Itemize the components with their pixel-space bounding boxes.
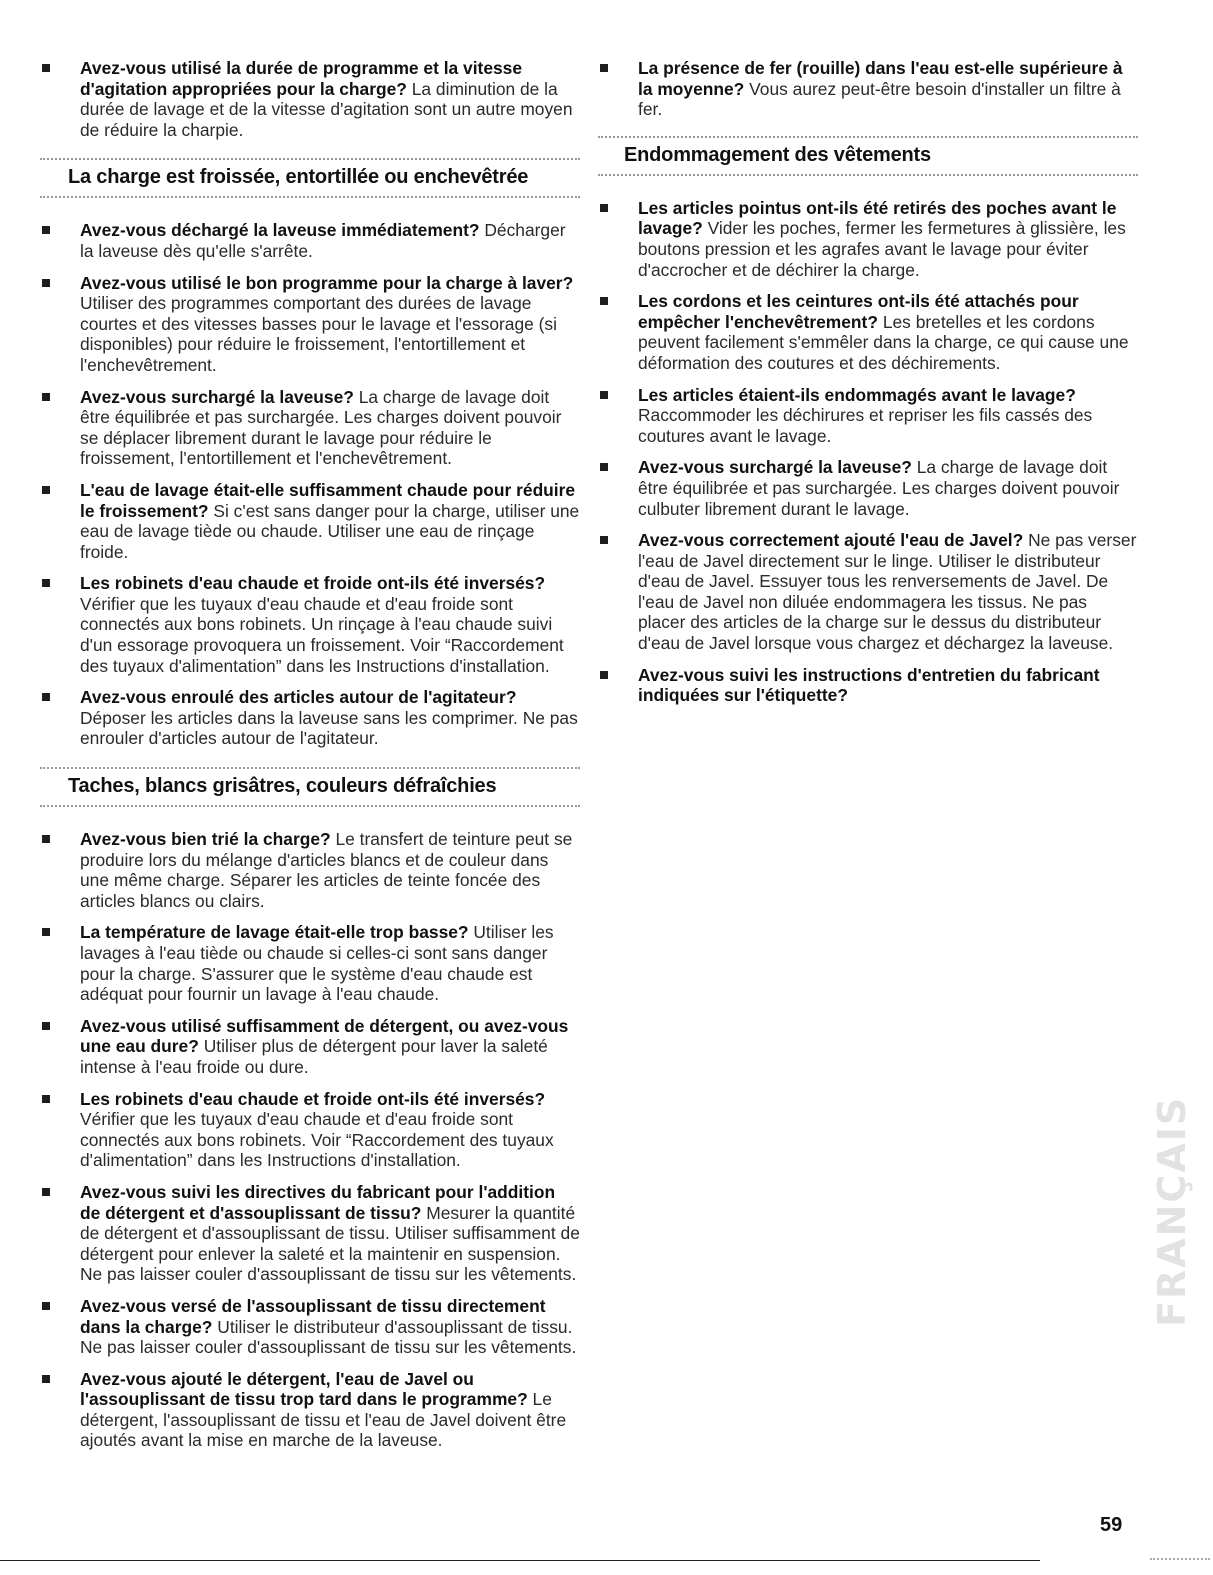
- item-answer: La charge de lavage doit être équilibrée et pas surchargée. Les charges doivent pouvoir culbuter librement durant le lavage.: [638, 457, 1120, 519]
- item-question: Avez-vous utilisé le bon programme pour la charge à laver?: [80, 272, 574, 293]
- item-question: Avez-vous suivi les instructions d'entretien du fabricant indiquées sur l'étiquette?: [638, 664, 1100, 706]
- item-answer: Si c'est sans danger pour la charge, utiliser une eau de lavage tiède ou chaude. Utiliser une eau de rinçage froide.: [80, 500, 580, 562]
- item-question: Les cordons et les ceintures ont-ils été attachés pour empêcher l'enchevêtrement?: [638, 291, 1079, 332]
- list-item: [598, 665, 1138, 706]
- footer-dots: [1150, 1558, 1210, 1560]
- bullet-icon: [42, 693, 50, 701]
- item-question: Avez-vous enroulé des articles autour de l'agitateur?: [80, 687, 517, 708]
- list-item: [40, 1369, 580, 1451]
- item-question: Les robinets d'eau chaude et froide ont-ils été inversés?: [80, 1088, 546, 1109]
- item-answer: La diminution de la durée de lavage et de la vitesse d'agitation sont un autre moyen de réduire la charpie.: [80, 78, 573, 140]
- list-item: [40, 1089, 580, 1171]
- page-number: 59: [1100, 1514, 1123, 1536]
- bullet-icon: [42, 226, 50, 234]
- item-question: L'eau de lavage était-elle suffisamment chaude pour réduire le froissement?: [80, 479, 576, 521]
- item-answer: Utiliser plus de détergent pour laver la saleté intense à l'eau froide ou dure.: [80, 1036, 548, 1077]
- list-item: [598, 58, 1138, 120]
- bullet-icon: [600, 204, 608, 212]
- item-answer: Vous aurez peut-être besoin d'installer un filtre à fer.: [638, 78, 1121, 120]
- list-item: [40, 922, 580, 1004]
- language-side-label: FRANÇAIS: [1150, 1095, 1194, 1327]
- item-question: Avez-vous surchargé la laveuse?: [638, 457, 912, 478]
- item-answer: Vérifier que les tuyaux d'eau chaude et d'eau froide sont connectés aux bons robinets. Un rinçage à l'eau chaude suivi d'un essorage provoquera un froissement. Voir “Raccordement des tuyaux d'alimentation” dans les Instructions d'installation.: [80, 593, 564, 676]
- bullet-icon: [42, 928, 50, 936]
- bullet-icon: [600, 297, 608, 305]
- item-question: Les articles étaient-ils endommagés avant le lavage?: [638, 384, 1076, 405]
- item-answer: La charge de lavage doit être équilibrée et pas surchargée. Les charges doivent pouvoir se déplacer librement durant le lavage pour réduire le froissement, l'entortillement et l'enchevêtrement.: [80, 386, 562, 469]
- bullet-icon: [42, 1095, 50, 1103]
- item-answer: Utiliser les lavages à l'eau tiède ou chaude si celles-ci sont sans danger pour la charge. S'assurer que le système d'eau chaude est adéquat pour fournir un lavage à l'eau chaude.: [80, 922, 554, 1005]
- item-answer: Les bretelles et les cordons peuvent facilement s'emmêler dans la charge, ce qui cause une déformation des coutures et des déchirements.: [638, 311, 1129, 373]
- left-column: [40, 58, 580, 1462]
- list-item: [40, 687, 580, 749]
- item-question: Les robinets d'eau chaude et froide ont-ils été inversés?: [80, 573, 546, 594]
- item-question: Avez-vous utilisé suffisamment de détergent, ou avez-vous une eau dure?: [80, 1015, 569, 1057]
- footer-rule: [0, 1560, 1040, 1561]
- list-item: [40, 1182, 580, 1285]
- item-question: Avez-vous versé de l'assouplissant de tissu directement dans la charge?: [80, 1295, 546, 1337]
- bullet-icon: [42, 1188, 50, 1196]
- list-item: [40, 480, 580, 562]
- item-question: Avez-vous déchargé la laveuse immédiatement?: [80, 220, 480, 241]
- section-heading-stains: Taches, blancs grisâtres, couleurs défraîchies: [40, 767, 580, 807]
- bullet-icon: [42, 486, 50, 494]
- item-answer: Le transfert de teinture peut se produire lors du mélange d'articles blancs et de couleur dans une même charge. Séparer les articles de teinte foncée des articles blancs ou clairs.: [80, 829, 573, 911]
- item-answer: Utiliser le distributeur d'assouplissant de tissu. Ne pas laisser couler d'assouplissant de tissu sur les vêtements.: [80, 1316, 577, 1358]
- item-answer: Vider les poches, fermer les fermetures à glissière, les boutons pression et les agrafes avant le lavage pour éviter d'accrocher et de déchirer la charge.: [638, 218, 1126, 280]
- item-answer: Utiliser des programmes comportant des durées de lavage courtes et des vitesses basses pour le lavage et l'essorage (si disponibles) pour réduire le froissement, l'entortillement et l'enchevêtrement.: [80, 293, 557, 375]
- list-item: [40, 1296, 580, 1358]
- list-item: [40, 58, 580, 140]
- list-item: [40, 387, 580, 469]
- item-question: La température de lavage était-elle trop basse?: [80, 922, 469, 943]
- list-item: [40, 829, 580, 911]
- bullet-icon: [600, 391, 608, 399]
- bullet-icon: [42, 1022, 50, 1030]
- bullet-icon: [42, 1302, 50, 1310]
- item-question: Avez-vous bien trié la charge?: [80, 829, 331, 850]
- list-item: [40, 273, 580, 376]
- bullet-icon: [600, 671, 608, 679]
- right-column: [598, 58, 1138, 717]
- list-item: [598, 530, 1138, 654]
- list-item: [598, 291, 1138, 373]
- list-item: [40, 1016, 580, 1078]
- item-answer: Déposer les articles dans la laveuse sans les comprimer. Ne pas enrouler d'articles autour de l'agitateur.: [80, 707, 578, 749]
- item-question: Les articles pointus ont-ils été retirés des poches avant le lavage?: [638, 197, 1117, 239]
- item-answer: Mesurer la quantité de détergent et d'assouplissant de tissu. Utiliser suffisamment de détergent pour enlever la saleté et la maintenir en suspension. Ne pas laisser couler d'assouplissant de tissu sur les vêtements.: [80, 1202, 580, 1285]
- list-item: [598, 457, 1138, 519]
- bullet-icon: [42, 579, 50, 587]
- item-question: La présence de fer (rouille) dans l'eau est-elle supérieure à la moyenne?: [638, 58, 1123, 99]
- bullet-icon: [42, 64, 50, 72]
- item-question: Avez-vous suivi les directives du fabricant pour l'addition de détergent et d'assouplissant de tissu?: [80, 1181, 556, 1223]
- item-question: Avez-vous ajouté le détergent, l'eau de Javel ou l'assouplissant de tissu trop tard dans le programme?: [80, 1368, 528, 1410]
- bullet-icon: [600, 64, 608, 72]
- bullet-icon: [42, 393, 50, 401]
- item-question: Avez-vous surchargé la laveuse?: [80, 386, 354, 407]
- item-answer: Le détergent, l'assouplissant de tissu et l'eau de Javel doivent être ajoutés avant la mise en marche de la laveuse.: [80, 1389, 567, 1451]
- section-heading-wrinkled: La charge est froissée, entortillée ou enchevêtrée: [40, 158, 580, 198]
- item-question: Avez-vous utilisé la durée de programme et la vitesse d'agitation appropriées pour la charge?: [80, 58, 523, 99]
- list-item: [40, 573, 580, 676]
- item-answer: Décharger la laveuse dès qu'elle s'arrête.: [80, 220, 566, 261]
- item-answer: Vérifier que les tuyaux d'eau chaude et d'eau froide sont connectés aux bons robinets. Voir “Raccordement des tuyaux d'alimentation” dans les Instructions d'installation.: [80, 1109, 554, 1171]
- list-item: [598, 198, 1138, 280]
- list-item: [40, 220, 580, 261]
- bullet-icon: [42, 279, 50, 287]
- bullet-icon: [42, 1375, 50, 1383]
- section-heading-damage: Endommagement des vêtements: [598, 136, 1138, 176]
- item-answer: Ne pas verser l'eau de Javel directement sur le linge. Utiliser le distributeur d'eau de Javel. Essuyer tous les renversements de Javel. De l'eau de Javel non diluée endommagera les tissus. Ne pas placer des articles de la charge sur le dessus du distributeur d'eau de Javel lorsque vous chargez et déchargez la laveuse.: [638, 530, 1137, 654]
- bullet-icon: [600, 463, 608, 471]
- item-answer: Raccommoder les déchirures et repriser les fils cassés des coutures avant le lavage.: [638, 405, 1093, 446]
- bullet-icon: [42, 835, 50, 843]
- item-question: Avez-vous correctement ajouté l'eau de Javel?: [638, 530, 1024, 551]
- bullet-icon: [600, 536, 608, 544]
- list-item: [598, 385, 1138, 447]
